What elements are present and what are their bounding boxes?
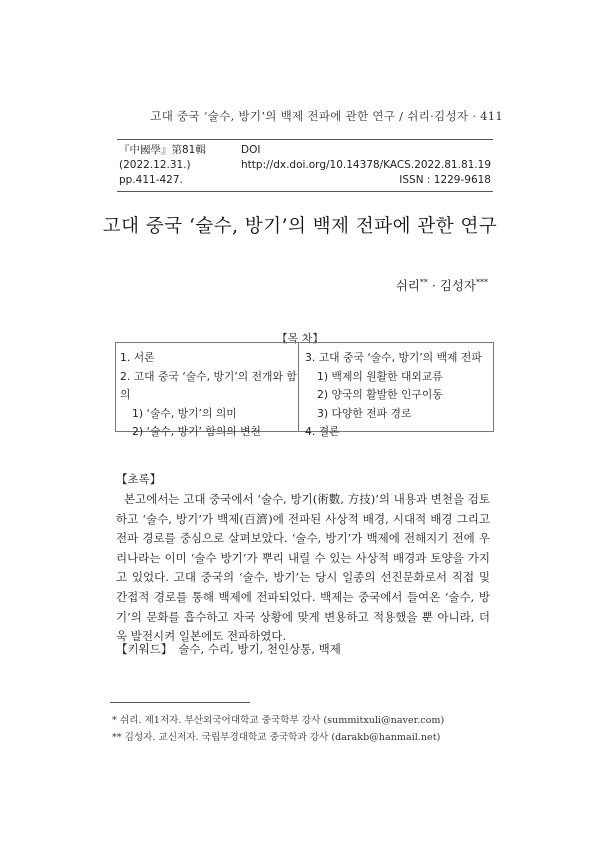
- toc-right-column: [299, 343, 482, 438]
- table-of-contents: [115, 342, 494, 438]
- doi-link[interactable]: DOI http://dx.doi.org/10.14378/KACS.2022.81.81.19: [241, 144, 492, 171]
- keywords-text: 술수, 수리, 방기, 천인상통, 백제: [178, 642, 341, 656]
- toc-item: 3. 고대 중국 ‘술수, 방기’의 백제 전파: [305, 351, 482, 364]
- abstract-label: 【초록】: [116, 472, 162, 486]
- footnote-2: ** 김성자. 교신저자. 국립부경대학교 중국학과 강사 (darakb@hanmail.net): [112, 732, 441, 743]
- toc-item: 3) 다양한 전파 경로: [317, 406, 412, 420]
- running-header: 고대 중국 ‘술수, 방기’의 백제 전파에 관한 연구 / 쉬리·김성자 · 411: [150, 109, 503, 123]
- toc-item: 2) 양국의 활발한 인구이동: [317, 388, 443, 401]
- abstract-text: 본고에서는 고대 중국에서 ‘술수, 방기(術數, 方技)’의 내용과 변천을 검토하고 ‘술수, 방기’가 백제(百濟)에 전파된 사상적 배경, 시대적 배경 그리고 전파 경로를 중심으로 살펴보았다. ‘술수, 방기’가 백제에 전해지기 전에 우리나라는 이미 ‘술수 방기’가 뿌리 내릴 수 있는 사상적 배경과 토양을 가지고 있었다. 고대 중국의 ‘술수, 방기’는 당시 일종의 선진문화로서 직접 및 간접적 경로를 통해 백제에 전파되었다. 백제는 중국에서 들여온 ‘술수, 방기’의 문화를 흡수하고 자국 상황에 맞게 변용하고 적용했을 뿐 아니라, 더욱 발전시켜 일본에도 전파하였다.: [116, 492, 490, 644]
- toc-item: 1) ‘술수, 방기’의 의미: [132, 406, 237, 420]
- keywords-line: [116, 641, 341, 657]
- journal-info: 『中國學』第81輯 (2022.12.31.): [119, 144, 206, 171]
- publication-meta: [117, 139, 493, 192]
- toc-item: 4. 결론: [305, 425, 340, 438]
- footnote-1: * 쉬리. 제1저자. 부산외국어대학교 중국학부 강사 (summitxuli@naver.com): [112, 715, 445, 726]
- author-1-footnote-mark: **: [419, 277, 428, 287]
- author-1: 쉬리: [395, 278, 420, 293]
- author-2-footnote-mark: ***: [476, 277, 488, 287]
- toc-item: 1. 서론: [120, 351, 155, 364]
- toc-heading: 【목 차】: [273, 332, 328, 345]
- keywords-label: 【키워드】: [116, 642, 173, 656]
- paper-title: 고대 중국 ‘술수, 방기’의 백제 전파에 관한 연구: [102, 216, 498, 237]
- toc-item: 2. 고대 중국 ‘술수, 방기’의 전개와 함의: [120, 369, 297, 401]
- toc-left-column: [116, 343, 299, 438]
- footnote-divider: [110, 702, 250, 703]
- page-range: pp.411-427.: [119, 174, 183, 186]
- toc-item: 2) ‘술수, 방기’ 함의의 변천: [132, 425, 261, 438]
- toc-item: 1) 백제의 원활한 대외교류: [317, 369, 443, 383]
- author-2: 김성자: [439, 278, 476, 293]
- author-line: [396, 276, 488, 294]
- issn: ISSN : 1229-9618: [399, 174, 491, 186]
- author-separator: ·: [427, 278, 440, 293]
